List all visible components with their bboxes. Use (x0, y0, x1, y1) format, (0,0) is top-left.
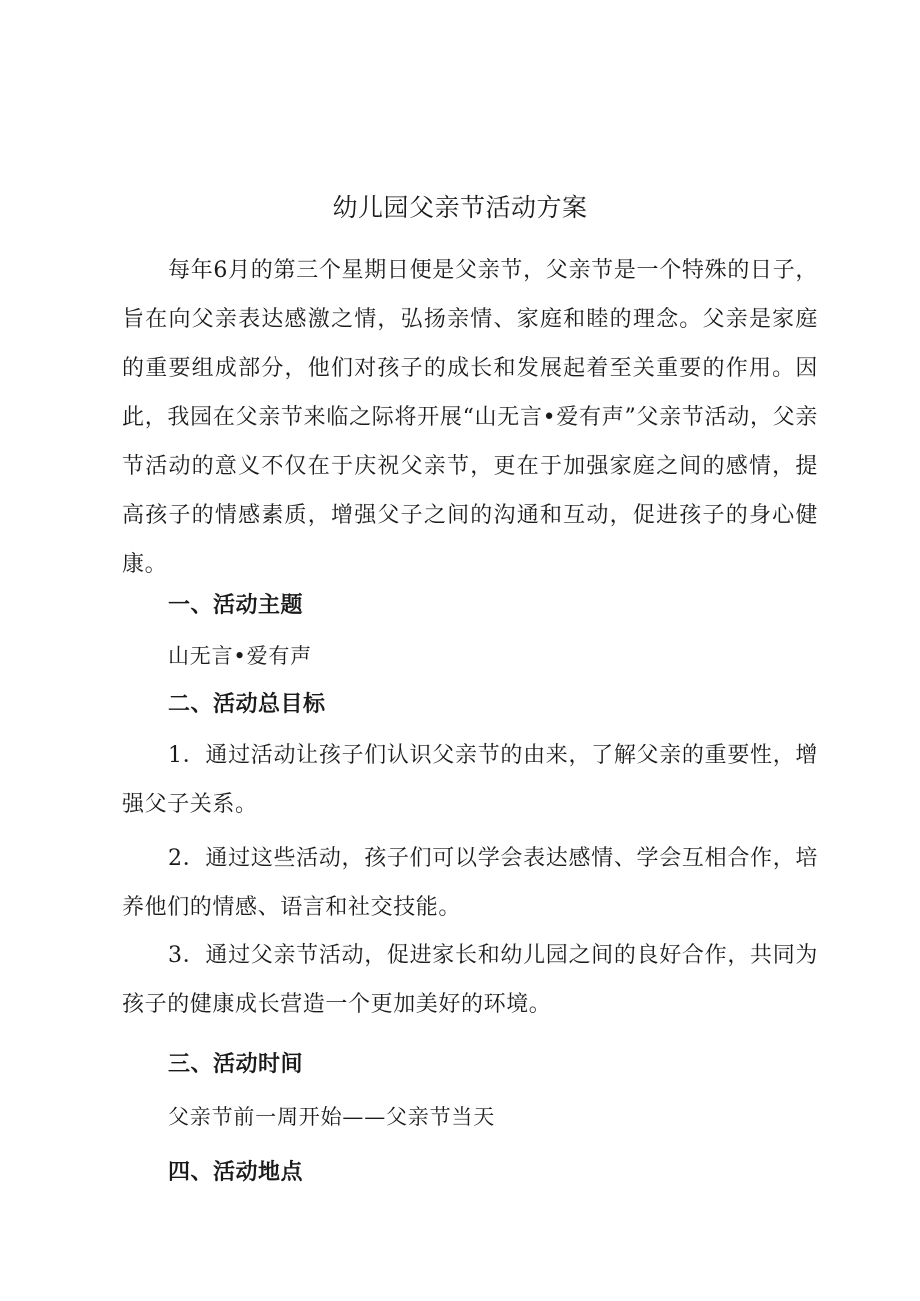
section-3-heading: 三、活动时间 (168, 1052, 304, 1077)
section-3-content: 父亲节前一周开始——父亲节当天 (168, 1105, 495, 1129)
intro-paragraph: 每年6月的第三个星期日便是父亲节，父亲节是一个特殊的日子，旨在向父亲表达感激之情，弘扬亲情、家庭和睦的理念。父亲是家庭的重要组成部分，他们对孩子的成长和发展起着至关重要的作用。因此，我园在父亲节来临之际将开展“山无言•爱有声”父亲节活动，父亲节活动的意义不仅在于庆祝父亲节，更在于加强家庭之间的感情，提高孩子的情感素质，增强父子之间的沟通和互动，促进孩子的身心健康。 (122, 258, 818, 577)
goal-item-2: 2．通过这些活动，孩子们可以学会表达感情、学会互相合作，培养他们的情感、语言和社交技能。 (122, 846, 818, 920)
section-1-heading: 一、活动主题 (168, 593, 304, 618)
goal-item-1: 1．通过活动让孩子们认识父亲节的由来，了解父亲的重要性，增强父子关系。 (122, 743, 818, 817)
document-title: 幼儿园父亲节活动方案 (332, 193, 588, 222)
section-1-content: 山无言•爱有声 (168, 644, 312, 668)
section-2-heading: 二、活动总目标 (168, 692, 326, 717)
section-4-heading: 四、活动地点 (168, 1160, 304, 1185)
goal-item-3: 3．通过父亲节活动，促进家长和幼儿园之间的良好合作，共同为孩子的健康成长营造一个更加美好的环境。 (122, 943, 818, 1017)
